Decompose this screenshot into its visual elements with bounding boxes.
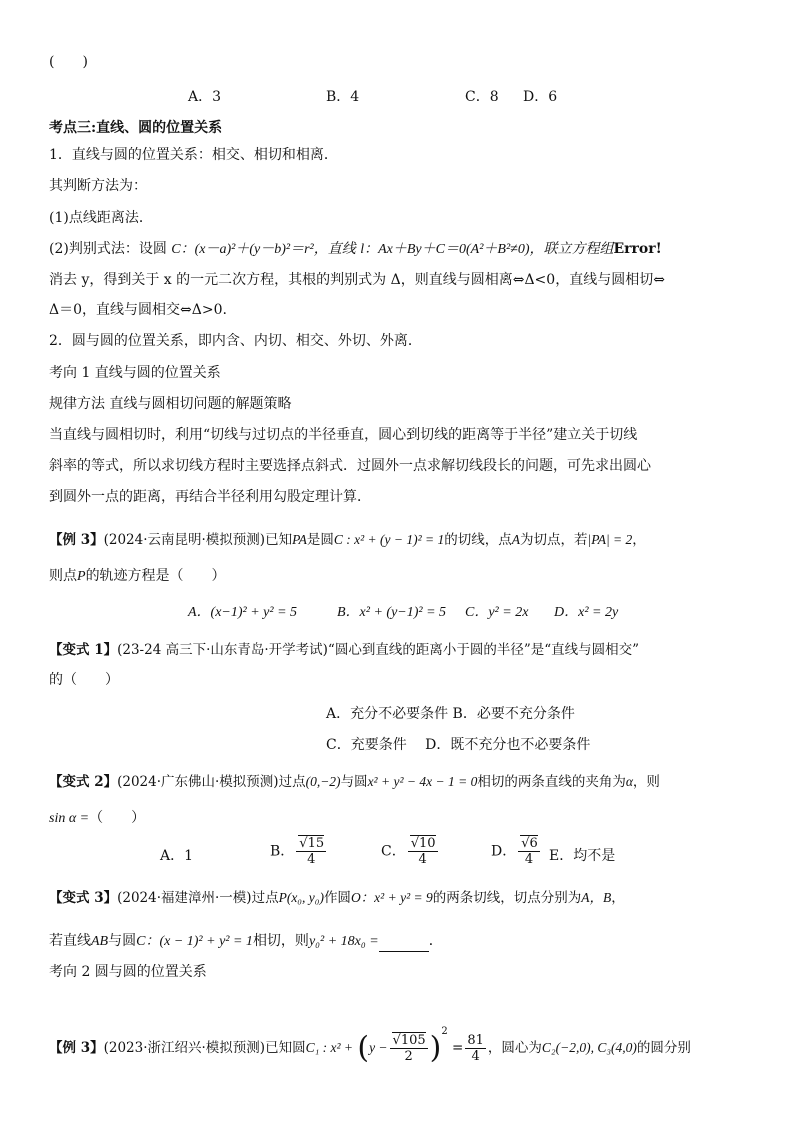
example-3b-line-1 <box>49 1012 691 1068</box>
paragraph-6: Δ＝0，直线与圆相交⇔Δ>0. <box>49 302 227 318</box>
variant-3-text: 的两条切线，切点分别为 <box>432 890 582 906</box>
example-3a-text: 已知 <box>265 532 293 548</box>
method-line-1: 当直线与圆相切时，利用“切线与过切点的半径垂直，圆心到切线的距离等于半径”建立关于切线 <box>49 427 638 443</box>
variant-2-text: 相切的两条直线的夹角为 <box>477 774 626 790</box>
exponent: 2 <box>441 1026 448 1037</box>
prev-option-d: D．6 <box>523 89 558 105</box>
math-point-p: P(x₀, y₀) <box>278 890 324 905</box>
variant-1-source: (23-24 高三下·山东青岛·开学考试) <box>117 642 328 658</box>
method-line-2: 斜率的等式，所以求切线方程时主要选择点斜式．过圆外一点求解切线段长的问题，可先求出圆心 <box>49 458 651 474</box>
prev-question-paren: ( ) <box>49 54 88 70</box>
variant-3-text: 作圆 <box>323 890 351 906</box>
fraction-sqrt105-over-2 <box>390 1033 428 1064</box>
paragraph-4 <box>49 239 662 260</box>
p4-error-text: Error! <box>613 241 662 257</box>
variant-2-text: （ ） <box>89 810 146 826</box>
option-c-label: C． <box>381 843 406 860</box>
frac-den: 4 <box>418 852 427 867</box>
variant-1-line-2: 的（ ） <box>49 672 119 688</box>
math-circle-c: C : x² + (y − 1)² = 1 <box>333 532 445 547</box>
math-c1: C₁ : x² + <box>305 1040 354 1055</box>
paragraph-7: 2．圆与圆的位置关系，即内含、内切、相交、外切、外离． <box>49 333 422 349</box>
example-3b-tag: 【例 3】 <box>49 1040 104 1056</box>
math-pa: PA <box>292 532 307 547</box>
frac-num: √10 <box>410 836 436 851</box>
example-3a-line-2 <box>49 566 226 587</box>
variant-1-text: “圆心到直线的距离小于圆的半径”是“直线与圆相交” <box>327 642 640 658</box>
math-point: (0,−2) <box>305 774 341 789</box>
variant-3-text: ， <box>611 890 625 906</box>
fraction-sqrt6-over-4 <box>518 836 540 867</box>
paragraph-2: 其判断方法为： <box>49 178 147 194</box>
equals: = <box>452 1040 464 1056</box>
variant-2-text: 与圆 <box>340 774 368 790</box>
variant-1-options-row-2: C．充要条件 D．既不充分也不必要条件 <box>326 737 591 753</box>
paren-open: ( <box>357 1030 370 1066</box>
variant-3-line-2 <box>49 931 443 952</box>
variant-2-option-e: E．均不是 <box>549 848 616 864</box>
prev-option-b: B．4 <box>326 89 360 105</box>
frac-num: √15 <box>299 836 325 851</box>
fraction-81-over-4 <box>465 1033 486 1064</box>
paragraph-5: 消去 y，得到关于 x 的一元二次方程，其根的判别式为 Δ，则直线与圆相离⇔Δ<0，直线与圆相切⇔ <box>49 272 665 288</box>
variant-3-text: 过点 <box>251 890 279 906</box>
method-line-3: 到圆外一点的距离，再结合半径利用勾股定理计算． <box>49 489 371 505</box>
variant-2-line-2 <box>49 808 145 829</box>
paren-close: ) <box>429 1030 442 1066</box>
variant-2-text: 过点 <box>278 774 306 790</box>
variant-2-tag: 【变式 2】 <box>49 774 118 790</box>
frac-num: √6 <box>521 836 538 851</box>
example-3a-option-c: C．y² = 2x <box>465 605 529 620</box>
example-3a-source: (2024·云南昆明·模拟预测) <box>103 532 266 548</box>
frac-den: 2 <box>404 1049 413 1064</box>
p4-text-a: (2)判别式法：设圆 <box>49 241 167 257</box>
math-circle-c: C：(x − 1)² + y² = 1 <box>136 934 253 949</box>
variant-3-text: ． <box>428 933 443 949</box>
p4-circle-eq: C：(x－a)²＋(y－b)²＝r²，直线 <box>171 242 356 257</box>
answer-blank <box>379 937 429 952</box>
direction-1-title: 考向 1 直线与圆的位置关系 <box>49 365 221 381</box>
example-3a-text: 为切点，若 <box>520 532 588 548</box>
example-3a-tag: 【例 3】 <box>49 532 104 548</box>
example-3b-text: 已知圆 <box>265 1040 306 1056</box>
example-3a-option-a: A．(x−1)² + y² = 5 <box>188 605 298 620</box>
frac-den: 4 <box>471 1049 480 1064</box>
p4-line-eq: l：Ax＋By＋C＝0(A²＋B²≠0)，联立方程组 <box>360 242 614 257</box>
variant-1-tag: 【变式 1】 <box>49 642 118 658</box>
method-title: 规律方法 直线与圆相切问题的解题策略 <box>49 396 292 412</box>
option-b-label: B． <box>270 843 295 860</box>
math-ab: AB <box>91 934 109 949</box>
variant-3-tag: 【变式 3】 <box>49 890 118 906</box>
fraction-sqrt15-over-4 <box>296 836 326 867</box>
variant-1-line-1 <box>49 640 639 660</box>
example-3a-text: 的轨迹方程是（ ） <box>85 568 226 584</box>
variant-2-text: ，则 <box>632 774 660 790</box>
frac-den: 4 <box>307 852 316 867</box>
variant-2-option-b <box>270 836 328 867</box>
section-title: 考点三:直线、圆的位置关系 <box>49 120 223 136</box>
variant-2-source: (2024·广东佛山·模拟预测) <box>117 774 279 790</box>
fraction-sqrt10-over-4 <box>408 836 438 867</box>
prev-option-c: C．8 <box>465 89 499 105</box>
variant-3-text: 若直线 <box>49 933 91 949</box>
math-sin-alpha: sin α = <box>49 811 90 826</box>
math-a-b: A，B <box>581 890 612 905</box>
variant-2-option-d <box>491 836 542 867</box>
math-circle-o: O：x² + y² = 9 <box>350 890 433 905</box>
paragraph-3: (1)点线距离法． <box>49 210 153 226</box>
variant-3-text: 与圆 <box>108 933 137 949</box>
example-3a-option-d: D．x² = 2y <box>554 605 619 620</box>
math-centers: C₂(−2,0), C₃(4,0) <box>541 1040 637 1055</box>
frac-den: 4 <box>524 852 534 867</box>
example-3b-text: ，圆心为 <box>487 1040 542 1056</box>
direction-2-title: 考向 2 圆与圆的位置关系 <box>49 964 207 980</box>
example-3a-option-b: B．x² + (y−1)² = 5 <box>337 605 447 620</box>
math-alpha: α <box>625 774 633 789</box>
variant-3-source: (2024·福建漳州·一模) <box>117 890 252 906</box>
variant-3-text: 相切，则 <box>252 933 309 949</box>
math-y-minus: y − <box>369 1040 388 1055</box>
prev-option-a: A．3 <box>188 89 222 105</box>
example-3a-text: ， <box>632 532 646 548</box>
variant-2-option-c <box>381 836 440 867</box>
variant-1-options-row-1: A．充分不必要条件 B．必要不充分条件 <box>326 706 575 722</box>
example-3b-text: 的圆分别 <box>636 1040 691 1056</box>
variant-2-option-a: A．1 <box>160 848 194 864</box>
math-a: A <box>511 532 520 547</box>
variant-2-line-1 <box>49 772 660 792</box>
math-pa-abs: |PA| = 2 <box>587 532 633 547</box>
paragraph-1: 1．直线与圆的位置关系：相交、相切和相离． <box>49 147 338 163</box>
variant-3-line-1 <box>49 888 625 908</box>
math-expression: y₀² + 18x₀ = <box>308 934 379 949</box>
math-p: P <box>77 569 86 584</box>
example-3a-text: 是圆 <box>306 532 334 548</box>
example-3a-text: 则点 <box>49 568 77 584</box>
math-circle-eq: x² + y² − 4x − 1 = 0 <box>367 774 478 789</box>
example-3a-line-1 <box>49 530 646 550</box>
option-d-label: D． <box>491 843 517 860</box>
example-3a-text: 的切线，点 <box>444 532 512 548</box>
frac-num: 81 <box>467 1033 484 1048</box>
example-3b-source: (2023·浙江绍兴·模拟预测) <box>103 1040 266 1056</box>
frac-num: √105 <box>392 1033 426 1048</box>
